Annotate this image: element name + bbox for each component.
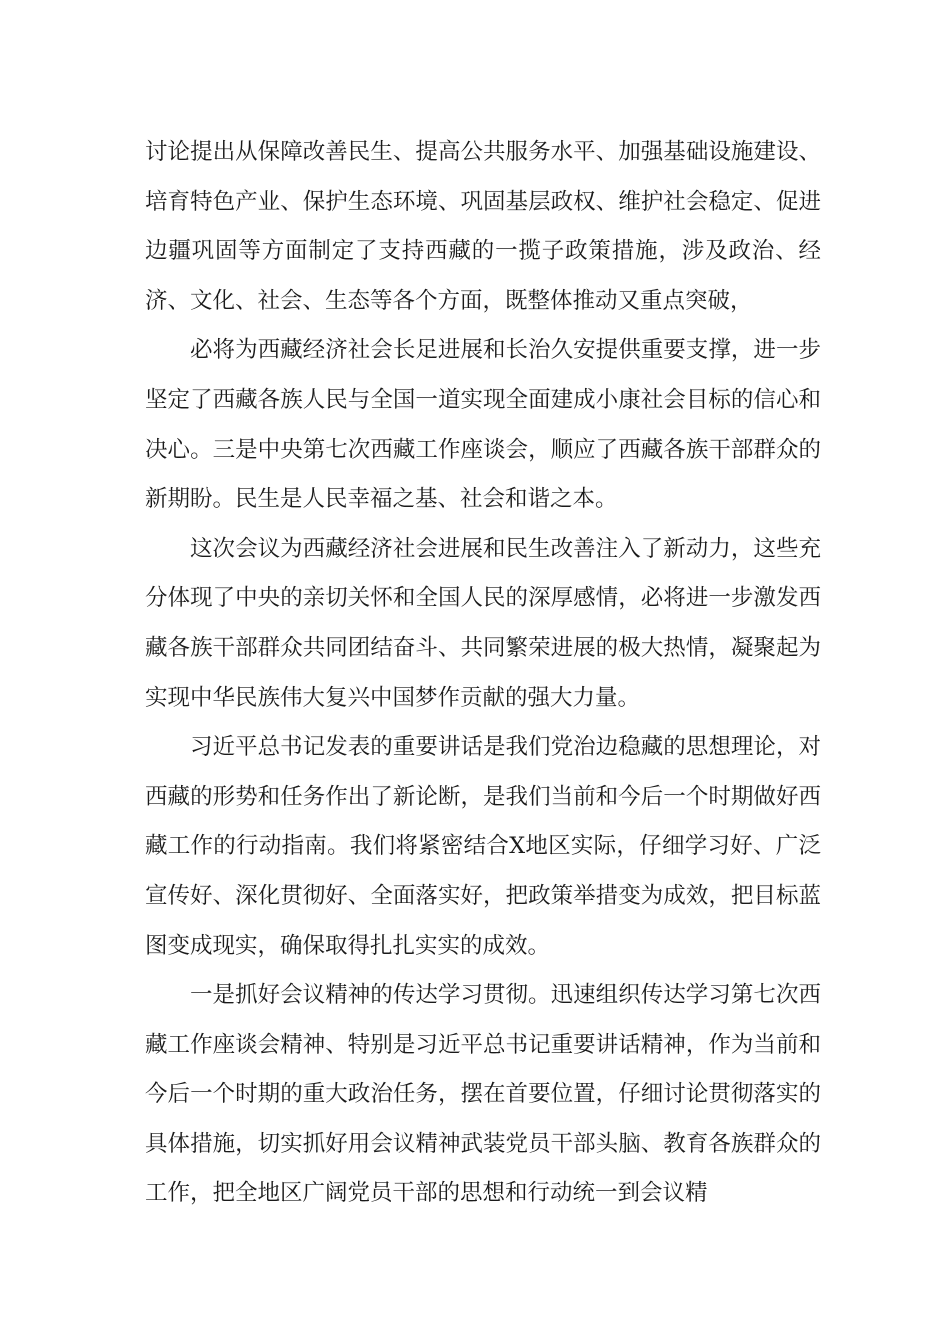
paragraph-3: 这次会议为西藏经济社会进展和民生改善注入了新动力，这些充分体现了中央的亲切关怀和全国人民的深厚感情，必将进一步激发西藏各族干部群众共同团结奋斗、共同繁荣进展的极大热情，凝聚起为实现中华民族伟大复兴中国梦作贡献的强大力量。 (145, 535, 821, 711)
paragraph-2: 必将为西藏经济社会长足进展和长治久安提供重要支撑，进一步坚定了西藏各族人民与全国一道实现全面建成小康社会目标的信心和决心。三是中央第七次西藏工作座谈会，顺应了西藏各族干部群众的新期盼。民生是人民幸福之基、社会和谐之本。 (145, 337, 821, 513)
paragraph-5: 一是抓好会议精神的传达学习贯彻。迅速组织传达学习第七次西藏工作座谈会精神、特别是习近平总书记重要讲话精神，作为当前和今后一个时期的重大政治任务，摆在首要位置，仔细讨论贯彻落实的具体措施，切实抓好用会议精神武装党员干部头脑、教育各族群众的工作，把全地区广阔党员干部的思想和行动统一到会议精 (145, 982, 821, 1207)
paragraph-4: 习近平总书记发表的重要讲话是我们党治边稳藏的思想理论，对西藏的形势和任务作出了新论断，是我们当前和今后一个时期做好西藏工作的行动指南。我们将紧密结合X地区实际，仔细学习好、广泛宣传好、深化贯彻好、全面落实好，把政策举措变为成效，把目标蓝图变成现实，确保取得扎扎实实的成效。 (145, 734, 821, 959)
document-body (145, 128, 821, 1219)
paragraph-1: 讨论提出从保障改善民生、提高公共服务水平、加强基础设施建设、培育特色产业、保护生态环境、巩固基层政权、维护社会稳定、促进边疆巩固等方面制定了支持西藏的一揽子政策措施，涉及政治、经济、文化、社会、生态等各个方面，既整体推动又重点突破， (145, 139, 821, 314)
